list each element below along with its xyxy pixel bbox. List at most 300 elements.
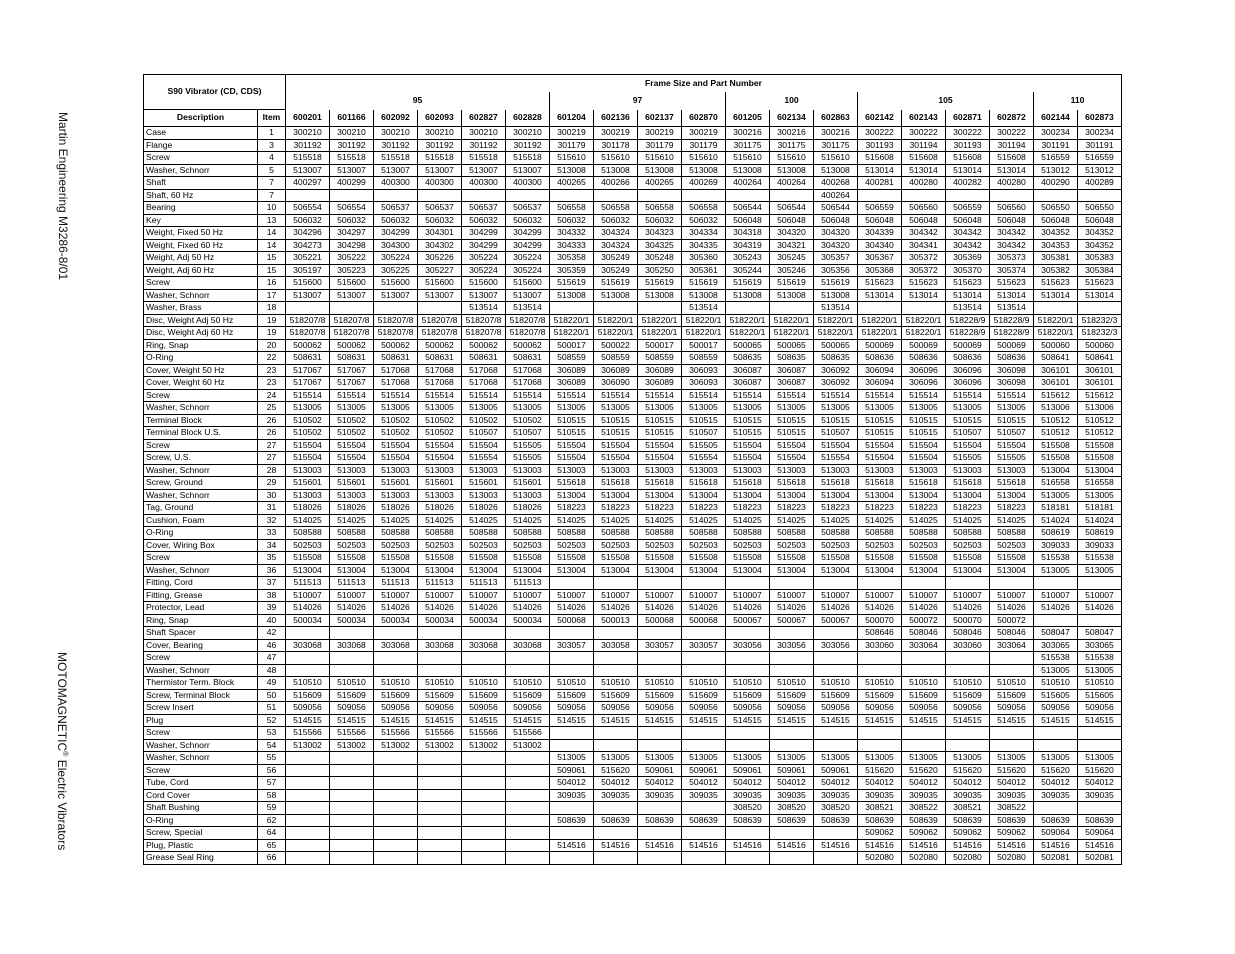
part-number-cell: 518223: [682, 502, 726, 515]
part-number-cell: 513005: [1034, 752, 1078, 765]
part-number-cell: 514026: [1078, 602, 1122, 615]
part-number-header: 600201: [286, 110, 330, 127]
part-number-cell: 502503: [550, 539, 594, 552]
part-number-cell: 500067: [770, 614, 814, 627]
table-row: [144, 739, 1122, 752]
part-number-cell: 305382: [1034, 264, 1078, 277]
part-number-cell: 515505: [682, 439, 726, 452]
part-number-cell: [462, 839, 506, 852]
part-number-cell: 510007: [726, 589, 770, 602]
part-number-cell: 515566: [418, 727, 462, 740]
part-description: Cover, Wiring Box: [144, 539, 258, 552]
part-number-cell: 500062: [418, 339, 462, 352]
part-number-cell: 515623: [1034, 277, 1078, 290]
part-number-cell: 308522: [902, 802, 946, 815]
item-number: 53: [258, 727, 286, 740]
part-number-cell: 515610: [726, 152, 770, 165]
part-number-cell: 508588: [506, 527, 550, 540]
part-number-cell: 515609: [946, 689, 990, 702]
part-number-cell: [1078, 727, 1122, 740]
part-number-cell: 510510: [814, 677, 858, 690]
part-number-cell: 515610: [770, 152, 814, 165]
part-number-cell: 515623: [902, 277, 946, 290]
part-description: Weight, Fixed 60 Hz: [144, 239, 258, 252]
part-number-cell: 515504: [990, 439, 1034, 452]
part-number-cell: [330, 302, 374, 315]
part-number-cell: 515504: [858, 452, 902, 465]
part-number-cell: 515609: [990, 689, 1034, 702]
part-number-cell: 509056: [814, 702, 858, 715]
part-description: Bearing: [144, 202, 258, 215]
part-number-cell: 514516: [682, 839, 726, 852]
part-number-cell: 518207/8: [330, 314, 374, 327]
part-number-cell: 500069: [946, 339, 990, 352]
part-number-cell: 500017: [638, 339, 682, 352]
part-number-cell: 400280: [902, 177, 946, 190]
part-number-cell: [770, 627, 814, 640]
part-number-cell: 515619: [726, 277, 770, 290]
part-number-cell: 504012: [682, 777, 726, 790]
part-number-cell: 515600: [330, 277, 374, 290]
frame-size-group: 105: [858, 92, 1034, 109]
item-number: 24: [258, 389, 286, 402]
part-number-cell: 513005: [1034, 489, 1078, 502]
part-number-cell: 303057: [550, 639, 594, 652]
part-number-cell: 509061: [726, 764, 770, 777]
part-number-cell: 515508: [858, 552, 902, 565]
part-number-cell: 303068: [330, 639, 374, 652]
part-number-cell: 508636: [858, 352, 902, 365]
part-number-cell: 510515: [726, 414, 770, 427]
part-description: O-Ring: [144, 527, 258, 540]
part-number-cell: [1034, 802, 1078, 815]
part-number-cell: [330, 814, 374, 827]
part-number-cell: 504012: [990, 777, 1034, 790]
part-number-cell: [462, 764, 506, 777]
part-number-cell: [770, 739, 814, 752]
part-number-cell: 301175: [726, 139, 770, 152]
part-number-cell: 514025: [682, 514, 726, 527]
part-number-cell: 515504: [462, 439, 506, 452]
part-number-cell: [858, 577, 902, 590]
part-number-cell: 306094: [858, 377, 902, 390]
part-number-cell: 306089: [638, 364, 682, 377]
part-number-cell: 508588: [330, 527, 374, 540]
item-number: 36: [258, 564, 286, 577]
part-number-cell: 514515: [1078, 714, 1122, 727]
part-number-cell: 514026: [946, 602, 990, 615]
part-number-cell: 514025: [594, 514, 638, 527]
part-number-cell: 504012: [946, 777, 990, 790]
part-number-cell: [506, 627, 550, 640]
part-number-header: 602144: [1034, 110, 1078, 127]
part-number-cell: 306096: [946, 364, 990, 377]
part-number-cell: 304321: [770, 239, 814, 252]
part-number-cell: 510515: [858, 427, 902, 440]
part-number-cell: [286, 302, 330, 315]
part-number-cell: 506032: [550, 214, 594, 227]
part-number-cell: 515504: [550, 452, 594, 465]
part-number-cell: 509056: [638, 702, 682, 715]
table-row: [144, 489, 1122, 502]
item-number: 1: [258, 127, 286, 140]
table-row: [144, 264, 1122, 277]
part-number-cell: 515538: [1034, 652, 1078, 665]
item-number: 39: [258, 602, 286, 615]
part-number-cell: 510507: [506, 427, 550, 440]
part-number-cell: 513003: [330, 464, 374, 477]
part-number-cell: 510007: [902, 589, 946, 602]
part-number-cell: 308520: [770, 802, 814, 815]
part-number-cell: [550, 302, 594, 315]
part-number-cell: 518220/1: [682, 327, 726, 340]
part-number-cell: 513005: [594, 752, 638, 765]
table-row: [144, 652, 1122, 665]
part-number-cell: 500034: [286, 614, 330, 627]
part-number-cell: 513007: [418, 289, 462, 302]
part-number-cell: 502503: [462, 539, 506, 552]
item-number: 34: [258, 539, 286, 552]
part-number-cell: 502503: [418, 539, 462, 552]
part-number-cell: [550, 577, 594, 590]
part-number-cell: [770, 577, 814, 590]
part-number-cell: [902, 577, 946, 590]
part-number-cell: 508631: [418, 352, 462, 365]
part-number-cell: [418, 189, 462, 202]
part-number-cell: 303057: [682, 639, 726, 652]
part-number-cell: 513005: [1078, 489, 1122, 502]
part-number-cell: [814, 739, 858, 752]
part-number-cell: 304301: [418, 227, 462, 240]
part-number-cell: 517068: [418, 364, 462, 377]
part-number-cell: 400266: [594, 177, 638, 190]
part-number-cell: [594, 189, 638, 202]
table-row: [144, 502, 1122, 515]
part-number-cell: 510515: [638, 414, 682, 427]
product-line-name: MOTOMAGNETIC: [55, 652, 69, 752]
part-number-cell: [506, 814, 550, 827]
part-number-cell: 305197: [286, 264, 330, 277]
part-number-cell: 513005: [1034, 664, 1078, 677]
part-number-cell: 513002: [374, 739, 418, 752]
part-number-cell: 510007: [594, 589, 638, 602]
part-number-cell: 513004: [550, 489, 594, 502]
part-number-cell: 300222: [946, 127, 990, 140]
item-number: 42: [258, 627, 286, 640]
part-number-cell: [594, 302, 638, 315]
part-number-cell: 306089: [550, 377, 594, 390]
table-row: [144, 252, 1122, 265]
part-number-cell: [814, 577, 858, 590]
part-number-cell: 510510: [374, 677, 418, 690]
part-number-cell: 514025: [814, 514, 858, 527]
parts-table: [143, 74, 1122, 865]
part-number-cell: 508588: [814, 527, 858, 540]
frame-size-group: 110: [1034, 92, 1122, 109]
part-number-cell: 510515: [594, 427, 638, 440]
table-row: [144, 239, 1122, 252]
part-number-cell: 518220/1: [594, 327, 638, 340]
part-number-cell: 513008: [638, 289, 682, 302]
item-number: 57: [258, 777, 286, 790]
part-number-cell: 515618: [990, 477, 1034, 490]
part-description: Screw: [144, 764, 258, 777]
part-number-cell: 509062: [858, 827, 902, 840]
part-number-cell: 400264: [726, 177, 770, 190]
part-number-cell: 304332: [550, 227, 594, 240]
part-number-cell: 510502: [506, 414, 550, 427]
part-number-cell: 515610: [682, 152, 726, 165]
part-number-cell: 517067: [330, 377, 374, 390]
part-number-cell: [374, 627, 418, 640]
part-number-cell: 515619: [550, 277, 594, 290]
part-number-cell: 513514: [682, 302, 726, 315]
part-number-cell: 515600: [286, 277, 330, 290]
part-number-cell: 305361: [682, 264, 726, 277]
part-number-cell: [726, 727, 770, 740]
part-number-cell: 510507: [462, 427, 506, 440]
part-number-cell: [418, 302, 462, 315]
part-number-cell: 308521: [946, 802, 990, 815]
item-number: 50: [258, 689, 286, 702]
part-number-header: 602142: [858, 110, 902, 127]
part-number-cell: 515504: [594, 439, 638, 452]
part-number-cell: 400299: [330, 177, 374, 190]
part-number-cell: 518223: [814, 502, 858, 515]
part-number-cell: 511513: [286, 577, 330, 590]
part-number-cell: 305369: [946, 252, 990, 265]
part-number-cell: 514025: [902, 514, 946, 527]
part-number-cell: [286, 789, 330, 802]
part-description: Washer, Schnorr: [144, 402, 258, 415]
part-number-cell: [374, 789, 418, 802]
item-number: 48: [258, 664, 286, 677]
table-row: [144, 814, 1122, 827]
part-number-cell: 508639: [550, 814, 594, 827]
part-number-cell: 301192: [374, 139, 418, 152]
item-number: 20: [258, 339, 286, 352]
part-number-cell: 304333: [550, 239, 594, 252]
part-number-cell: 514516: [550, 839, 594, 852]
part-description: Shaft Spacer: [144, 627, 258, 640]
part-number-cell: 300219: [594, 127, 638, 140]
part-number-cell: [286, 627, 330, 640]
part-description: Washer, Brass: [144, 302, 258, 315]
part-number-cell: [462, 777, 506, 790]
part-number-cell: 518220/1: [682, 314, 726, 327]
part-number-cell: [506, 652, 550, 665]
part-number-cell: 510510: [858, 677, 902, 690]
part-number-cell: 518220/1: [770, 314, 814, 327]
part-number-cell: 513004: [506, 564, 550, 577]
part-number-cell: 309035: [902, 789, 946, 802]
part-number-cell: 305246: [770, 264, 814, 277]
part-number-cell: [374, 302, 418, 315]
part-number-cell: [506, 764, 550, 777]
table-row: [144, 702, 1122, 715]
item-number: 64: [258, 827, 286, 840]
part-number-cell: 400269: [682, 177, 726, 190]
part-number-cell: 508635: [770, 352, 814, 365]
part-number-cell: 518207/8: [286, 314, 330, 327]
part-description: Fitting, Grease: [144, 589, 258, 602]
part-number-cell: 508636: [946, 352, 990, 365]
part-number-cell: 303064: [990, 639, 1034, 652]
part-number-cell: 506559: [858, 202, 902, 215]
part-number-cell: 504012: [770, 777, 814, 790]
part-number-cell: 306098: [990, 364, 1034, 377]
part-number-cell: 514515: [946, 714, 990, 727]
part-number-cell: 309035: [1078, 789, 1122, 802]
part-number-cell: 515504: [550, 439, 594, 452]
part-number-cell: 518220/1: [638, 327, 682, 340]
part-number-cell: 513005: [770, 752, 814, 765]
part-number-cell: 514026: [330, 602, 374, 615]
part-number-cell: 506550: [1078, 202, 1122, 215]
product-line-title: [55, 652, 70, 850]
part-number-cell: 515623: [1078, 277, 1122, 290]
part-number-cell: 306101: [1034, 364, 1078, 377]
part-number-cell: 506048: [946, 214, 990, 227]
part-number-cell: 515618: [946, 477, 990, 490]
part-number-cell: 509056: [858, 702, 902, 715]
part-number-cell: 515618: [814, 477, 858, 490]
part-number-cell: [682, 189, 726, 202]
part-number-cell: 513014: [990, 289, 1034, 302]
part-number-cell: 510512: [1078, 427, 1122, 440]
part-description: Disc, Weight Adj 50 Hz: [144, 314, 258, 327]
part-number-cell: 514026: [550, 602, 594, 615]
part-number-header: 602873: [1078, 110, 1122, 127]
part-number-cell: 303056: [814, 639, 858, 652]
part-number-cell: 510515: [638, 427, 682, 440]
part-number-cell: 513002: [506, 739, 550, 752]
part-number-cell: 508588: [462, 527, 506, 540]
part-number-cell: 306093: [682, 364, 726, 377]
part-number-cell: 513003: [902, 464, 946, 477]
part-number-cell: 504012: [638, 777, 682, 790]
table-row: [144, 202, 1122, 215]
part-number-cell: 504012: [902, 777, 946, 790]
part-number-cell: 506537: [462, 202, 506, 215]
part-number-cell: 515618: [682, 477, 726, 490]
part-number-cell: 514026: [726, 602, 770, 615]
part-number-cell: 509064: [1078, 827, 1122, 840]
part-number-cell: 509064: [1034, 827, 1078, 840]
part-number-cell: 305250: [638, 264, 682, 277]
part-number-cell: 511513: [418, 577, 462, 590]
part-number-cell: 508619: [1034, 527, 1078, 540]
part-number-cell: 500034: [330, 614, 374, 627]
part-number-cell: 515514: [682, 389, 726, 402]
part-number-cell: 308522: [990, 802, 1034, 815]
part-number-cell: 502503: [330, 539, 374, 552]
part-number-cell: 506048: [726, 214, 770, 227]
part-number-cell: [330, 752, 374, 765]
part-number-cell: 513003: [550, 464, 594, 477]
part-number-cell: 515619: [594, 277, 638, 290]
table-body: [144, 127, 1122, 865]
part-number-cell: [946, 577, 990, 590]
part-description: Protector, Lead: [144, 602, 258, 615]
part-number-cell: 502080: [990, 852, 1034, 865]
part-number-cell: 514515: [506, 714, 550, 727]
part-number-cell: 514515: [550, 714, 594, 727]
part-number-cell: 515618: [726, 477, 770, 490]
part-number-cell: 400265: [550, 177, 594, 190]
part-number-cell: 513012: [1034, 164, 1078, 177]
part-number-cell: 500070: [858, 614, 902, 627]
part-description: Cover, Bearing: [144, 639, 258, 652]
part-number-cell: 515504: [330, 452, 374, 465]
part-number-cell: 400281: [858, 177, 902, 190]
part-number-cell: 515508: [1034, 452, 1078, 465]
part-number-cell: [506, 789, 550, 802]
table-row: [144, 452, 1122, 465]
table-row: [144, 527, 1122, 540]
part-number-cell: 509056: [946, 702, 990, 715]
part-number-cell: [682, 652, 726, 665]
part-number-cell: 305357: [814, 252, 858, 265]
part-number-cell: 515508: [770, 552, 814, 565]
part-number-cell: 518026: [462, 502, 506, 515]
part-number-cell: 518207/8: [286, 327, 330, 340]
part-number-cell: 513004: [990, 489, 1034, 502]
part-number-cell: 500022: [594, 339, 638, 352]
part-number-cell: 513514: [506, 302, 550, 315]
part-number-cell: 515514: [638, 389, 682, 402]
frame-size-group: 100: [726, 92, 858, 109]
part-number-cell: 515619: [682, 277, 726, 290]
part-number-cell: [682, 852, 726, 865]
part-number-cell: 500034: [462, 614, 506, 627]
part-number-cell: 514025: [330, 514, 374, 527]
part-number-cell: 513006: [1078, 402, 1122, 415]
part-number-cell: 515504: [726, 452, 770, 465]
part-number-cell: 515508: [594, 552, 638, 565]
table-row: [144, 727, 1122, 740]
part-number-cell: 309035: [682, 789, 726, 802]
part-number-cell: [638, 652, 682, 665]
part-number-cell: 504012: [814, 777, 858, 790]
table-row: [144, 689, 1122, 702]
part-number-cell: 508639: [1078, 814, 1122, 827]
part-number-cell: 515508: [682, 552, 726, 565]
part-number-cell: 508588: [374, 527, 418, 540]
part-number-cell: 303068: [506, 639, 550, 652]
part-number-cell: 304299: [506, 239, 550, 252]
part-number-cell: [506, 827, 550, 840]
part-number-cell: 500062: [506, 339, 550, 352]
part-number-cell: 304324: [594, 227, 638, 240]
part-number-cell: 514515: [462, 714, 506, 727]
part-number-cell: 514026: [1034, 602, 1078, 615]
part-number-cell: 513005: [418, 402, 462, 415]
part-number-cell: 510510: [946, 677, 990, 690]
part-number-cell: 502503: [726, 539, 770, 552]
part-number-cell: 306087: [726, 364, 770, 377]
part-number-cell: 305367: [858, 252, 902, 265]
part-number-cell: 510502: [330, 427, 374, 440]
part-number-cell: 509056: [726, 702, 770, 715]
part-number-cell: 500068: [682, 614, 726, 627]
item-number: 33: [258, 527, 286, 540]
part-number-cell: 513003: [418, 464, 462, 477]
part-number-cell: 508588: [286, 527, 330, 540]
part-number-cell: 513014: [858, 164, 902, 177]
part-number-cell: 500069: [902, 339, 946, 352]
part-number-cell: 513004: [902, 564, 946, 577]
